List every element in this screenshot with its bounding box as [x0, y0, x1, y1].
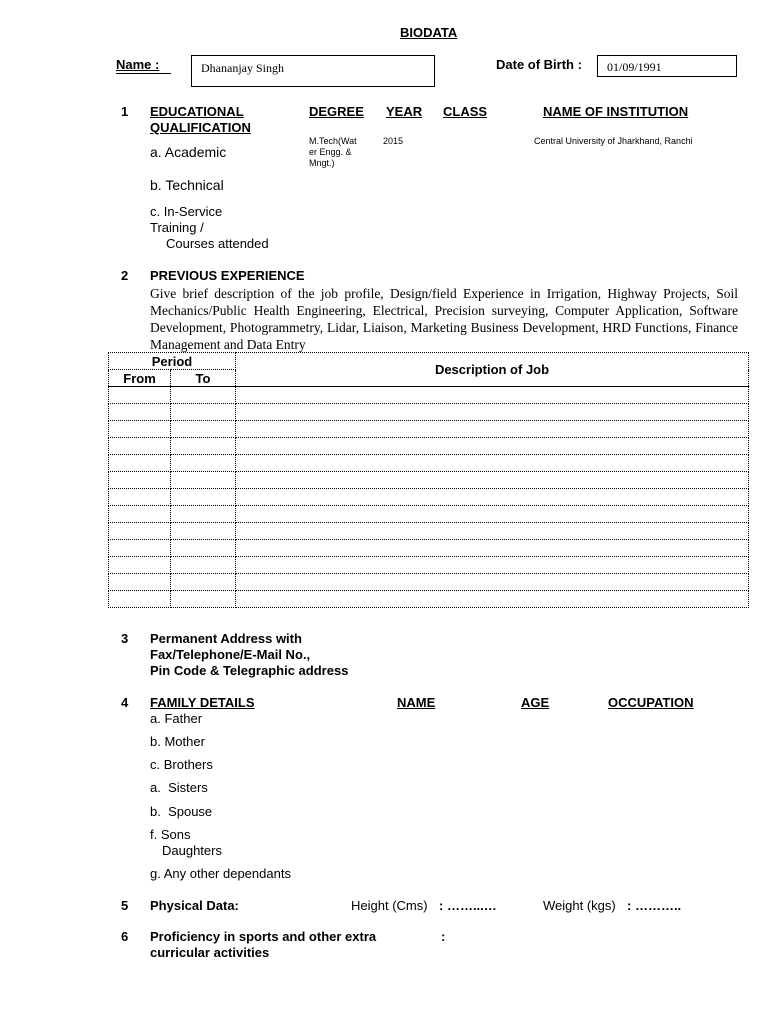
table-row — [109, 421, 749, 438]
table-row — [109, 540, 749, 557]
address-label-line2: Fax/Telephone/E-Mail No., — [150, 647, 311, 662]
from-header: From — [109, 370, 171, 387]
degree-value-line3: Mngt.) — [309, 158, 335, 168]
name-value: Dhananjay Singh — [201, 61, 284, 75]
address-label-line1: Permanent Address with — [150, 631, 302, 646]
family-occupation-header: OCCUPATION — [608, 695, 694, 710]
inservice-line2: Training / — [150, 220, 204, 235]
inservice-line3: Courses attended — [166, 236, 269, 251]
table-row — [109, 574, 749, 591]
father-label: a. Father — [150, 711, 203, 726]
table-row — [109, 387, 749, 404]
height-label: Height (Cms) — [351, 898, 428, 913]
technical-label: b. Technical — [150, 177, 224, 193]
sports-label-line2: curricular activities — [150, 945, 270, 960]
inservice-line1: c. In-Service — [150, 204, 223, 219]
table-row — [109, 591, 749, 608]
section1-heading-line2: QUALIFICATION — [150, 120, 251, 135]
section1-number: 1 — [121, 104, 129, 119]
weight-value[interactable]: : ……….. — [627, 898, 682, 913]
table-row — [109, 523, 749, 540]
dependants-label: g. Any other dependants — [150, 866, 291, 881]
name-field[interactable] — [191, 55, 435, 87]
table-row — [109, 438, 749, 455]
page-title: BIODATA — [400, 25, 458, 40]
dob-label: Date of Birth : — [496, 57, 582, 72]
degree-value-line2: er Engg. & — [309, 147, 352, 157]
period-header: Period — [109, 353, 236, 370]
sons-label: f. Sons — [150, 827, 191, 842]
table-row — [109, 404, 749, 421]
weight-label: Weight (kgs) — [543, 898, 616, 913]
physical-data-label: Physical Data: — [150, 898, 239, 913]
section2-number: 2 — [121, 268, 129, 283]
to-header: To — [171, 370, 236, 387]
section1-heading-line1: EDUCATIONAL — [150, 104, 244, 119]
dob-field[interactable] — [597, 55, 737, 77]
height-value[interactable]: : ……...… — [439, 898, 497, 913]
name-underline — [116, 73, 171, 74]
family-details-heading: FAMILY DETAILS — [150, 695, 255, 710]
section4-number: 4 — [121, 695, 129, 710]
experience-description: Give brief description of the job profile, Design/field Experience in Irrigation, Highway Projects, Soil Mechanics/Public Health Engineering, Electrical, Precision surveying, Computer Application, Software Development, Photogrammetry, Lidar, Liaison, Marketing Business Development, HRD Functions, Finance Management and Data Entry — [150, 286, 738, 352]
section5-number: 5 — [121, 898, 129, 913]
degree-column-header: DEGREE — [309, 104, 364, 119]
table-row — [109, 472, 749, 489]
section2-heading: PREVIOUS EXPERIENCE — [150, 268, 305, 283]
table-row — [109, 557, 749, 574]
institution-value: Central University of Jharkhand, Ranchi — [534, 136, 693, 146]
section3-number: 3 — [121, 631, 129, 646]
experience-table — [108, 352, 749, 608]
family-name-header: NAME — [397, 695, 436, 710]
sports-label-line1: Proficiency in sports and other extra — [150, 929, 377, 944]
spouse-label: b. Spouse — [150, 804, 213, 819]
section6-number: 6 — [121, 929, 129, 944]
table-row — [109, 506, 749, 523]
mother-label: b. Mother — [150, 734, 205, 749]
degree-value-line1: M.Tech(Wat — [309, 136, 357, 146]
sisters-label: a. Sisters — [150, 780, 208, 795]
academic-label: a. Academic — [150, 144, 227, 160]
dob-value: 01/09/1991 — [607, 60, 662, 74]
sports-colon: : — [441, 929, 446, 944]
table-row — [109, 489, 749, 506]
institution-column-header: NAME OF INSTITUTION — [543, 104, 689, 119]
year-column-header: YEAR — [386, 104, 423, 119]
year-value: 2015 — [383, 136, 404, 146]
class-column-header: CLASS — [443, 104, 488, 119]
daughters-label: Daughters — [162, 843, 222, 858]
address-label-line3: Pin Code & Telegraphic address — [150, 663, 349, 678]
name-label: Name : — [116, 57, 160, 72]
brothers-label: c. Brothers — [150, 757, 213, 772]
family-age-header: AGE — [521, 695, 550, 710]
description-header: Description of Job — [236, 353, 749, 387]
table-row — [109, 455, 749, 472]
